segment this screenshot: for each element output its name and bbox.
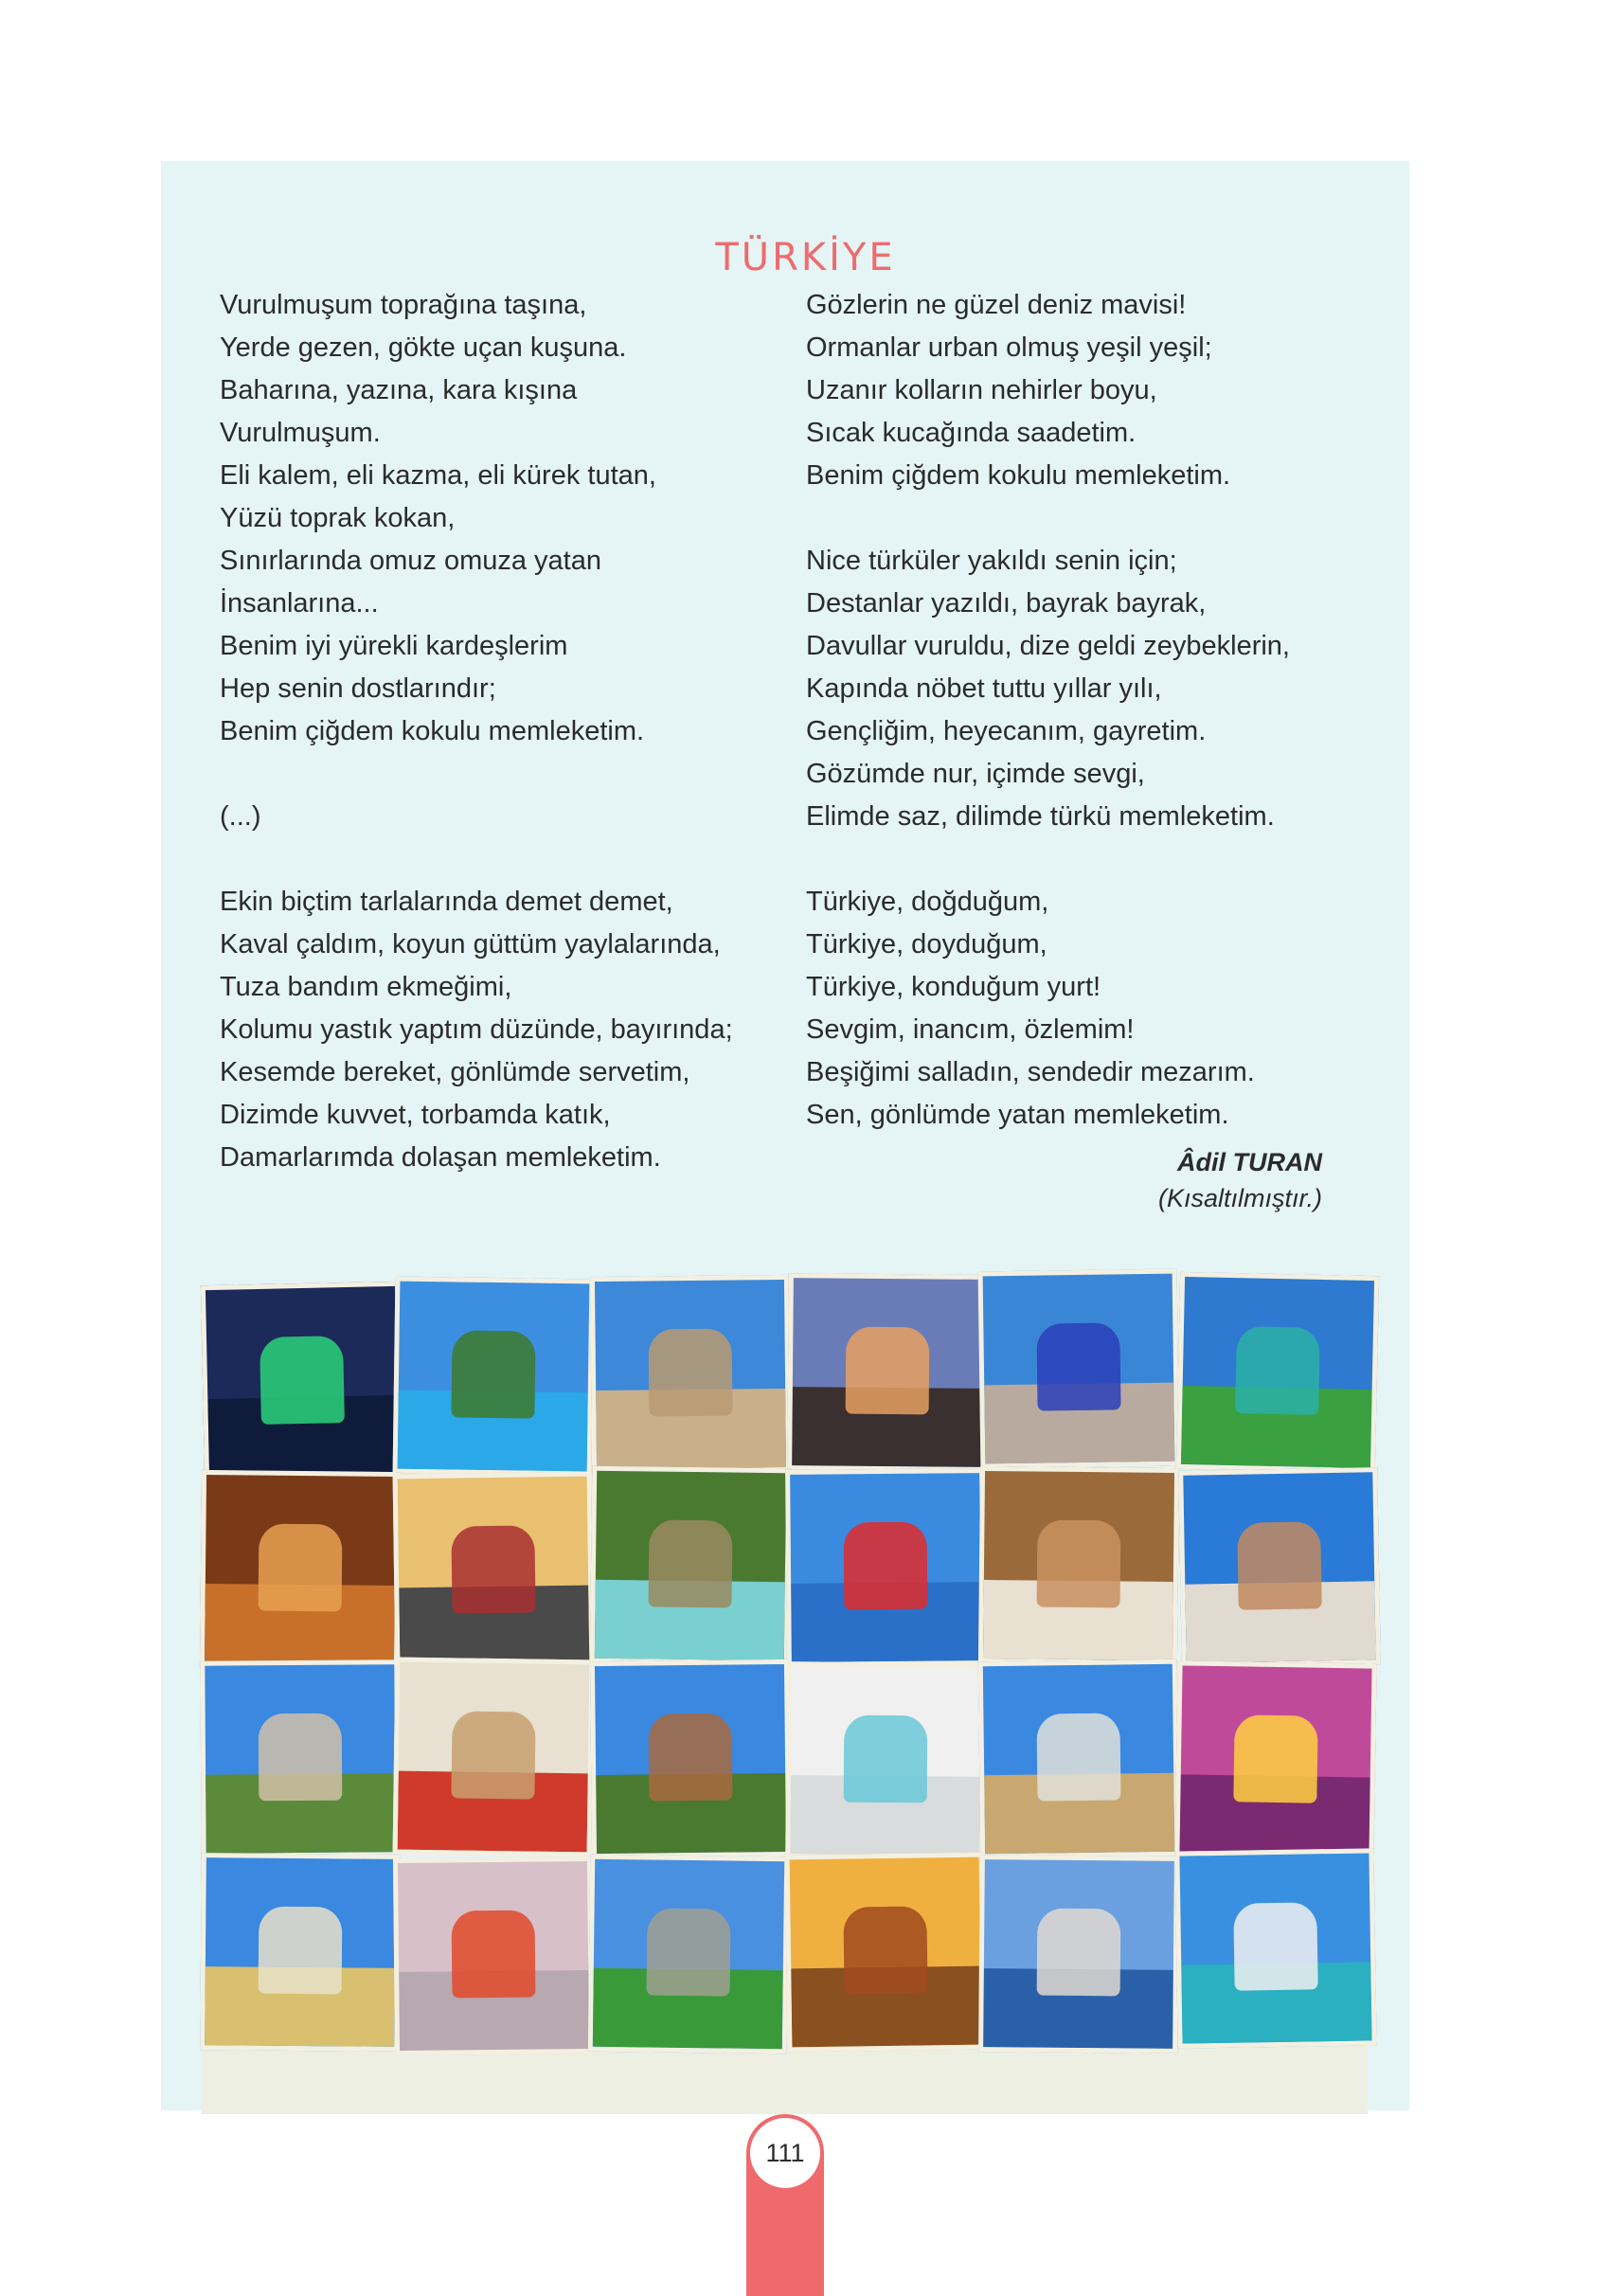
- poem-line: Kolumu yastık yaptım düzünde, bayırında;: [220, 1014, 733, 1045]
- aqueduct-valley-photo: [588, 1855, 790, 2054]
- poem-line: Kesemde bereket, gönlümde servetim,: [220, 1057, 690, 1087]
- mevlana-museum-photo: [1176, 1272, 1379, 1473]
- poem-line: Dizimde kuvvet, torbamda katık,: [220, 1100, 611, 1130]
- poem-right-column: [806, 284, 1290, 1137]
- poem-line: Beşiğimi salladın, sendedir mezarım.: [806, 1057, 1255, 1087]
- poem-line: Sınırlarında omuz omuza yatan: [220, 546, 601, 576]
- poem-line: Uzanır kolların nehirler boyu,: [806, 375, 1157, 405]
- photo-collage: [199, 1274, 1373, 2108]
- bosphorus-bridge-photo: [785, 1853, 987, 2053]
- evil-eye-tree-photo: [978, 1269, 1180, 1469]
- poem-line: Ekin biçtim tarlalarında demet demet,: [220, 887, 673, 917]
- author-attribution: [1158, 1144, 1322, 1216]
- night-harbor-photo: [201, 1282, 403, 1482]
- poem-line: Baharına, yazına, kara kışına: [220, 375, 578, 405]
- stone-arches-photo: [978, 1466, 1179, 1665]
- city-sunset-photo: [787, 1273, 988, 1472]
- mosque-interior-photo: [393, 1658, 595, 1857]
- poem-line: Türkiye, doğduğum,: [806, 887, 1049, 917]
- poem-line: Elimde saz, dilimde türkü memleketim.: [806, 801, 1275, 832]
- poem-line: Destanlar yazıldı, bayrak bayrak,: [806, 588, 1207, 619]
- poem-line: (...): [220, 801, 261, 832]
- uchisar-castle-photo: [200, 1659, 400, 1857]
- poem-line: Damarlarımda dolaşan memleketim.: [220, 1142, 661, 1173]
- pool-palms-photo: [393, 1277, 595, 1477]
- poem-line: Sıcak kucağında saadetim.: [806, 418, 1137, 448]
- poem-line: Türkiye, konduğum yurt!: [806, 972, 1101, 1002]
- poem-line: Tuza bandım ekmeğimi,: [220, 972, 512, 1002]
- poem-line: Davullar vuruldu, dize geldi zeybeklerin,: [806, 631, 1290, 661]
- poem-line: [220, 838, 733, 881]
- poem-line: Yerde gezen, gökte uçan kuşuna.: [220, 332, 627, 363]
- poem-line: Benim iyi yürekli kardeşlerim: [220, 631, 568, 661]
- poem-line: Gençliğim, heyecanım, gayretim.: [806, 716, 1207, 746]
- poem-line: [806, 838, 1290, 881]
- sea-sunset-photo: [1174, 1660, 1376, 1860]
- basilica-cistern-photo: [200, 1470, 401, 1669]
- pamukkale-photo: [785, 1661, 985, 1859]
- poem-line: Gözümde nur, içimde sevgi,: [806, 759, 1145, 789]
- waterfall-forest-photo: [590, 1466, 792, 1666]
- fairy-chimney-photo: [1178, 1467, 1381, 1668]
- poem-line: İnsanlarına...: [220, 588, 379, 619]
- poem-line: Benim çiğdem kokulu memleketim.: [220, 716, 645, 746]
- poem-line: Yüzü toprak kokan,: [220, 503, 456, 533]
- poem-line: Ormanlar urban olmuş yeşil yeşil;: [806, 332, 1212, 363]
- poem-line: Sen, gönlümde yatan memleketim.: [806, 1100, 1229, 1130]
- balloon-sunset-photo: [393, 1472, 595, 1672]
- poem-line: Vurulmuşum toprağına taşına,: [220, 290, 587, 320]
- poem-line: Nice türküler yakıldı senin için;: [806, 546, 1177, 576]
- ancient-ruins-photo: [978, 1659, 1180, 1859]
- poem-line: Sevgim, inancım, özlemim!: [806, 1014, 1135, 1045]
- cappadocia-balloons-photo: [393, 1857, 594, 2055]
- celsus-library-photo: [590, 1275, 791, 1474]
- abridged-note: (Kısaltılmıştır.): [1158, 1184, 1322, 1212]
- poem-line: Vurulmuşum.: [220, 418, 381, 448]
- turkish-flag-bosphorus-photo: [785, 1468, 986, 1667]
- author-name: Âdil TURAN: [1177, 1148, 1322, 1176]
- duden-waterfall-photo: [1174, 1848, 1376, 2048]
- poem-line: Türkiye, doyduğum,: [806, 929, 1047, 960]
- blue-mosque-photo: [200, 1853, 401, 2052]
- poem-line: Hep senin dostlarındır;: [220, 673, 496, 704]
- galata-tower-photo: [978, 1855, 1179, 2054]
- poem-line: Kapında nöbet tuttu yıllar yılı,: [806, 673, 1162, 704]
- poem-line: Gözlerin ne güzel deniz mavisi!: [806, 290, 1187, 320]
- trojan-horse-photo: [590, 1659, 791, 1858]
- page-number: 111: [750, 2118, 820, 2188]
- poem-line: [806, 497, 1290, 540]
- poem-line: Kaval çaldım, koyun güttüm yaylalarında,: [220, 929, 721, 960]
- poem-line: Benim çiğdem kokulu memleketim.: [806, 460, 1231, 491]
- poem-line: [220, 753, 733, 796]
- poem-line: Eli kalem, eli kazma, eli kürek tutan,: [220, 460, 656, 491]
- poem-title: TÜRKİYE: [715, 235, 896, 279]
- poem-left-column: [220, 284, 733, 1179]
